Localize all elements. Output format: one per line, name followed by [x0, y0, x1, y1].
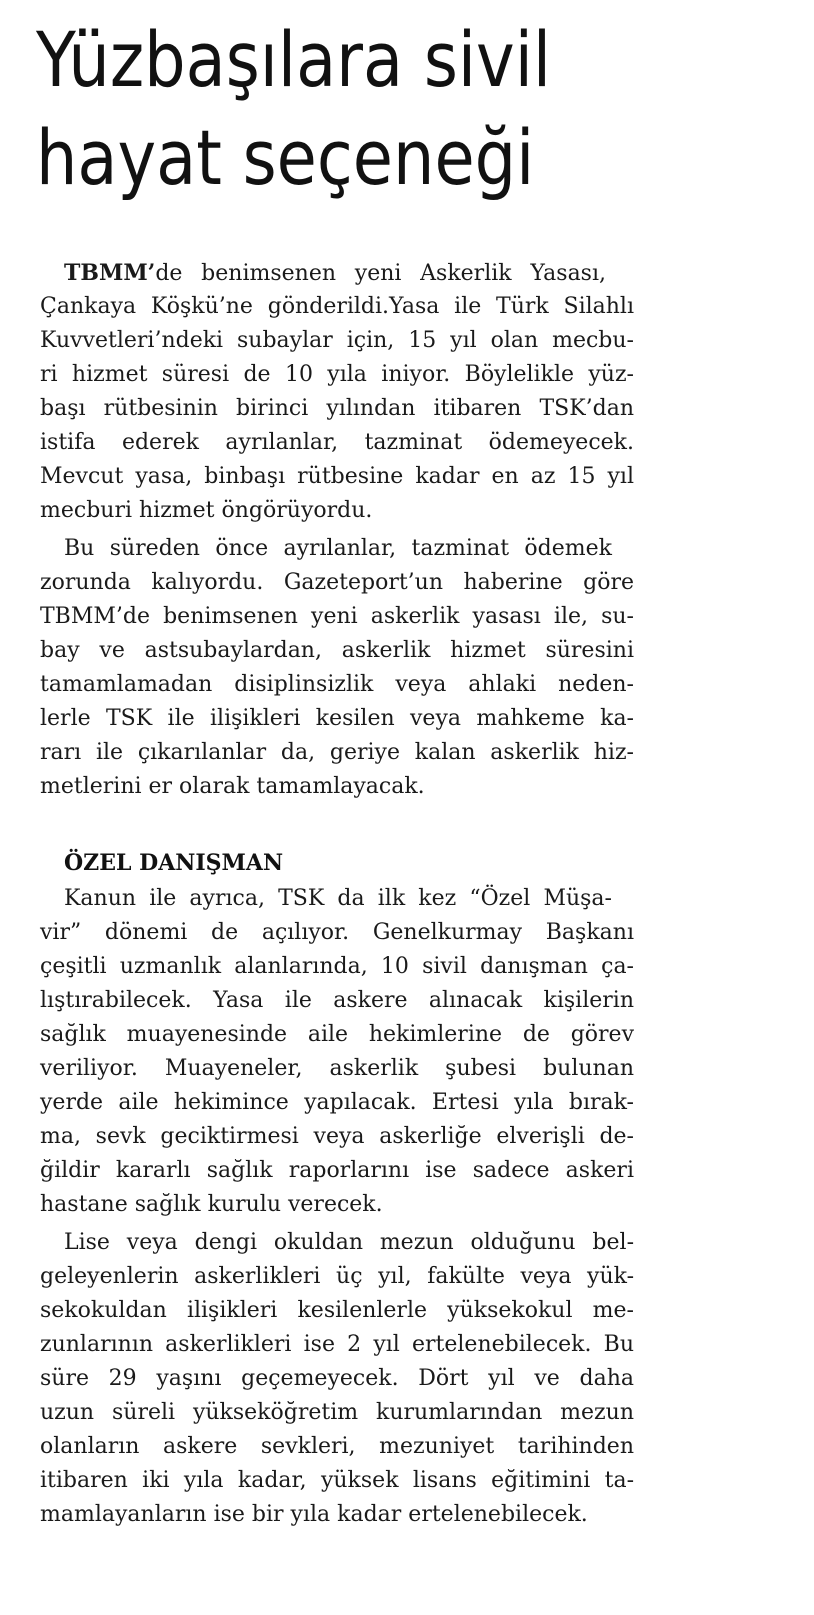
article-line: bay ve astsubaylardan, askerlik hizmet süresini [40, 638, 634, 663]
article-line: mecburi hizmet öngörüyordu. [40, 498, 373, 523]
article-line: rarı ile çıkarılanlar da, geriye kalan askerlik hiz- [40, 740, 634, 765]
article-line: lıştırabilecek. Yasa ile askere alınacak kişilerin [40, 988, 634, 1013]
article-line: hastane sağlık kurulu verecek. [40, 1192, 383, 1217]
article-line: başı rütbesinin birinci yılından itibaren TSK’dan [40, 396, 634, 421]
article-line: metlerini er olarak tamamlayacak. [40, 774, 425, 799]
article-line: lerle TSK ile ilişikleri kesilen veya mahkeme ka- [40, 706, 634, 731]
article-line: ğildir kararlı sağlık raporlarını ise sadece askeri [40, 1158, 634, 1183]
article-line: çeşitli uzmanlık alanlarında, 10 sivil danışman ça- [40, 954, 634, 979]
article-line: TBMM’de benimsenen yeni askerlik yasası ile, su- [40, 604, 634, 629]
article-line: sağlık muayenesinde aile hekimlerine de görev [40, 1022, 634, 1047]
article-line: zunlarının askerlikleri ise 2 yıl ertelenebilecek. Bu [40, 1332, 634, 1357]
article-line: olanların askere sevkleri, mezuniyet tarihinden [40, 1434, 634, 1459]
article-line: süre 29 yaşını geçemeyecek. Dört yıl ve daha [40, 1366, 634, 1391]
article-line: ri hizmet süresi de 10 yıla iniyor. Böylelikle yüz- [40, 362, 634, 387]
article-line: Çankaya Köşkü’ne gönderildi.Yasa ile Türk Silahlı [40, 294, 634, 319]
line-text: de benimsenen yeni Askerlik Yasası, [155, 261, 606, 286]
article-line: tamamlamadan disiplinsizlik veya ahlaki neden- [40, 672, 634, 697]
article-line: uzun süreli yükseköğretim kurumlarından mezun [40, 1400, 634, 1425]
article-line: Mevcut yasa, binbaşı rütbesine kadar en az 15 yıl [40, 464, 634, 489]
article-line [64, 256, 606, 291]
article-line: sekokuldan ilişikleri kesilenlerle yüksekokul me- [40, 1298, 634, 1323]
article-line: ma, sevk geciktirmesi veya askerliğe elverişli de- [40, 1124, 634, 1149]
article-line: veriliyor. Muayeneler, askerlik şubesi bulunan [40, 1056, 634, 1081]
headline-line: hayat seçeneği [36, 113, 535, 202]
article-line: Lise veya dengi okuldan mezun olduğunu bel- [64, 1230, 634, 1255]
lead-bold: TBMM’ [64, 260, 156, 286]
article-line: itibaren iki yıla kadar, yüksek lisans eğitimini ta- [40, 1468, 634, 1493]
section-subheading: ÖZEL DANIŞMAN [64, 850, 284, 876]
headline-line: Yüzbaşılara sivil [36, 15, 552, 104]
article-line: yerde aile hekimince yapılacak. Ertesi yıla bırak- [40, 1090, 634, 1115]
article-line: geleyenlerin askerlikleri üç yıl, fakülte veya yük- [40, 1264, 634, 1289]
article-line: Kanun ile ayrıca, TSK da ilk kez “Özel Müşa- [64, 886, 612, 911]
article-line: istifa ederek ayrılanlar, tazminat ödemeyecek. [40, 430, 634, 455]
article-line: Bu süreden önce ayrılanlar, tazminat ödemek [64, 536, 612, 561]
article-line: zorunda kalıyordu. Gazeteport’un haberine göre [40, 570, 634, 595]
article-line: vir” dönemi de açılıyor. Genelkurmay Başkanı [40, 920, 634, 945]
article-line: Kuvvetleri’ndeki subaylar için, 15 yıl olan mecbu- [40, 328, 634, 353]
article-line: mamlayanların ise bir yıla kadar ertelenebilecek. [40, 1502, 588, 1527]
